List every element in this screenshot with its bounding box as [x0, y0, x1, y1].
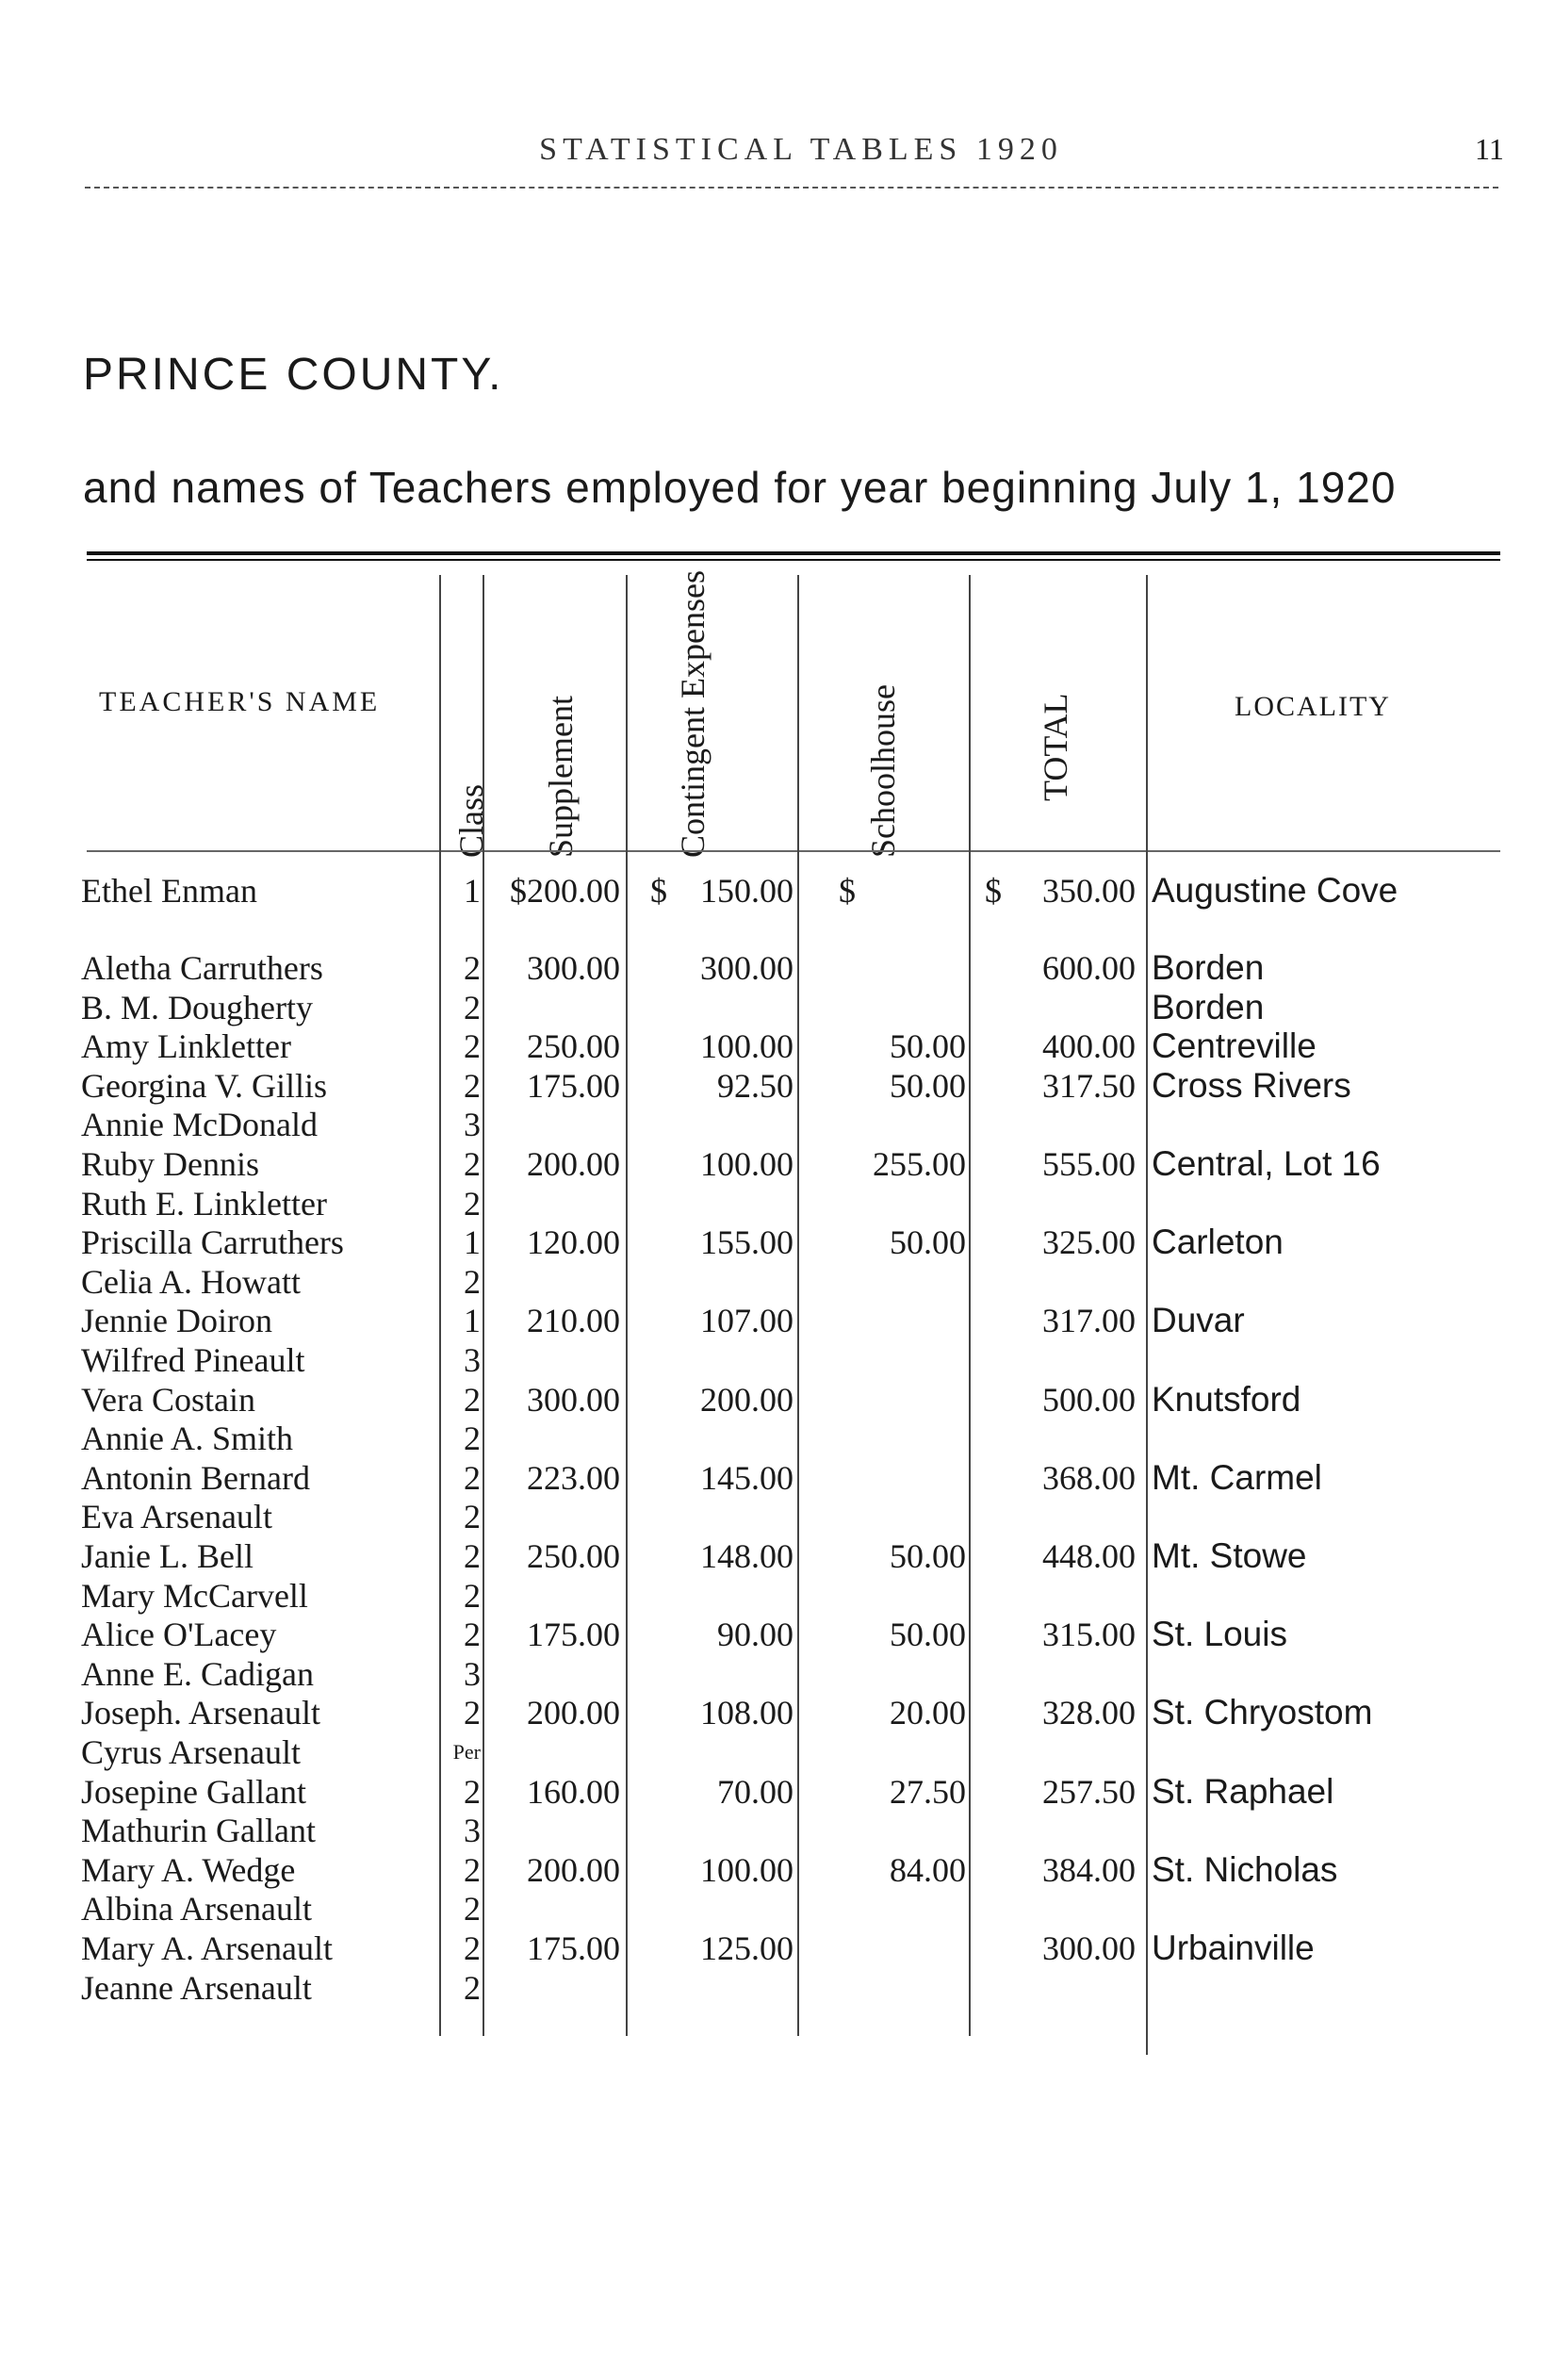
locality-value: St. Nicholas: [1152, 1849, 1338, 1889]
supplement-value: 250.00: [527, 1027, 620, 1066]
teacher-name: Ruby Dennis: [81, 1145, 259, 1183]
contingent-value: 107.00: [700, 1302, 793, 1340]
contingent-value: 145.00: [700, 1458, 793, 1497]
total-value: 257.50: [1042, 1772, 1136, 1811]
total-value: 555.00: [1042, 1145, 1136, 1183]
table-row: [0, 1419, 1554, 1458]
contingent-value: 100.00: [700, 1850, 793, 1889]
supplement-value: $200.00: [510, 872, 620, 910]
contingent-value: 300.00: [700, 949, 793, 987]
locality-value: Augustine Cove: [1152, 871, 1399, 910]
total-value: 315.00: [1042, 1616, 1136, 1654]
class-value: 1: [464, 1223, 481, 1262]
class-value: 2: [464, 1890, 481, 1929]
supplement-value: 300.00: [527, 949, 620, 987]
table-row: [0, 1732, 1554, 1772]
supplement-value: 200.00: [527, 1694, 620, 1732]
table-row: [0, 1458, 1554, 1498]
class-value: 2: [464, 1576, 481, 1615]
contingent-value: 100.00: [700, 1145, 793, 1183]
schoolhouse-value: 50.00: [890, 1537, 966, 1575]
table-subtitle: and names of Teachers employed for year beginning July 1, 1920: [83, 463, 1397, 512]
teacher-name: Annie A. Smith: [81, 1420, 294, 1458]
locality-value: Duvar: [1152, 1301, 1245, 1340]
class-value: 3: [464, 1106, 481, 1144]
column-header-teacher-name: TEACHER'S NAME: [99, 686, 381, 717]
schoolhouse-value: 20.00: [890, 1694, 966, 1732]
table-row: [0, 1105, 1554, 1144]
table-row: [0, 1301, 1554, 1340]
class-value: 2: [464, 1458, 481, 1497]
locality-value: St. Raphael: [1152, 1771, 1334, 1811]
class-value: 2: [464, 1066, 481, 1105]
teacher-name: Cyrus Arsenault: [81, 1733, 301, 1771]
column-header-total: TOTAL: [1037, 693, 1074, 801]
teacher-name: Ruth E. Linkletter: [81, 1184, 327, 1223]
table-row: [0, 1223, 1554, 1262]
total-dollar-sign: $: [985, 872, 1002, 910]
supplement-value: 175.00: [527, 1616, 620, 1654]
class-value: 2: [464, 1968, 481, 2007]
supplement-value: 210.00: [527, 1302, 620, 1340]
schoolhouse-value: 50.00: [890, 1616, 966, 1654]
locality-value: St. Louis: [1152, 1615, 1287, 1654]
contingent-dollar-sign: $: [650, 872, 667, 910]
class-value: 1: [464, 872, 481, 910]
contingent-value: 108.00: [700, 1694, 793, 1732]
class-value: 2: [464, 1027, 481, 1066]
teacher-name: Amy Linkletter: [81, 1027, 291, 1066]
locality-value: St. Chryostom: [1152, 1693, 1373, 1732]
page-number: 11: [1475, 132, 1504, 166]
table-row: [0, 1340, 1554, 1380]
class-value: 3: [464, 1654, 481, 1693]
locality-value: Mt. Carmel: [1152, 1457, 1322, 1497]
total-value: 384.00: [1042, 1850, 1136, 1889]
teacher-name: Alice O'Lacey: [81, 1616, 277, 1654]
total-value: 350.00: [1042, 872, 1136, 910]
supplement-value: 223.00: [527, 1458, 620, 1497]
locality-value: Central, Lot 16: [1152, 1144, 1381, 1183]
contingent-value: 125.00: [700, 1929, 793, 1967]
class-value: 3: [464, 1812, 481, 1850]
table-row: [0, 948, 1554, 988]
class-value: 2: [464, 1616, 481, 1654]
total-value: 325.00: [1042, 1223, 1136, 1262]
teacher-name: Priscilla Carruthers: [81, 1223, 344, 1262]
locality-value: Borden: [1152, 948, 1265, 987]
header-rule: [85, 187, 1498, 189]
table-top-rule-thin: [87, 559, 1500, 561]
teacher-name: Janie L. Bell: [81, 1537, 254, 1575]
column-header-contingent-expenses: [674, 570, 749, 858]
teacher-name: Georgina V. Gillis: [81, 1066, 328, 1105]
teacher-name: Annie McDonald: [81, 1106, 318, 1144]
teacher-name: Celia A. Howatt: [81, 1262, 301, 1301]
contingent-value: 200.00: [700, 1380, 793, 1419]
class-value: 2: [464, 1850, 481, 1889]
table-row: [0, 1144, 1554, 1184]
contingent-value: 100.00: [700, 1027, 793, 1066]
class-value: 2: [464, 1184, 481, 1223]
table-row: [0, 1889, 1554, 1929]
supplement-value: 250.00: [527, 1537, 620, 1575]
supplement-value: 120.00: [527, 1223, 620, 1262]
table-row: [0, 1654, 1554, 1694]
teacher-name: Jeanne Arsenault: [81, 1968, 312, 2007]
class-value: 2: [464, 1537, 481, 1575]
column-header-supplement: Supplement: [542, 696, 580, 858]
table-row: [0, 1497, 1554, 1536]
supplement-value: 175.00: [527, 1929, 620, 1967]
total-value: 328.00: [1042, 1694, 1136, 1732]
class-value: 2: [464, 1262, 481, 1301]
locality-value: Carleton: [1152, 1223, 1284, 1262]
teacher-name: Albina Arsenault: [81, 1890, 312, 1929]
class-value: 2: [464, 1498, 481, 1536]
locality-value: Urbainville: [1152, 1929, 1315, 1967]
total-value: 400.00: [1042, 1027, 1136, 1066]
teacher-name: Aletha Carruthers: [81, 949, 323, 987]
teacher-name: Mathurin Gallant: [81, 1812, 316, 1850]
header-bottom-rule: [87, 850, 1500, 852]
schoolhouse-value: 50.00: [890, 1223, 966, 1262]
schoolhouse-value: 27.50: [890, 1772, 966, 1811]
column-header-contingent-text: Contingent Expenses: [674, 570, 712, 858]
class-value: 2: [464, 988, 481, 1026]
table-row: [0, 1772, 1554, 1812]
column-header-class: Class: [452, 783, 490, 858]
class-value: Per: [452, 1740, 481, 1764]
total-value: 500.00: [1042, 1380, 1136, 1419]
total-value: 317.00: [1042, 1302, 1136, 1340]
total-value: 300.00: [1042, 1929, 1136, 1967]
total-value: 448.00: [1042, 1537, 1136, 1575]
contingent-value: 155.00: [700, 1223, 793, 1262]
running-head: STATISTICAL TABLES 1920: [539, 132, 1063, 167]
class-value: 2: [464, 1420, 481, 1458]
table-row: [0, 1968, 1554, 2008]
schoolhouse-value: $: [839, 872, 856, 910]
class-value: 2: [464, 1145, 481, 1183]
class-value: 2: [464, 1694, 481, 1732]
locality-value: Centreville: [1152, 1026, 1317, 1066]
supplement-value: 300.00: [527, 1380, 620, 1419]
supplement-value: 175.00: [527, 1066, 620, 1105]
schoolhouse-value: 50.00: [890, 1027, 966, 1066]
table-top-rule: [87, 551, 1500, 555]
teacher-name: Ethel Enman: [81, 872, 257, 910]
column-header-locality: LOCALITY: [1235, 691, 1391, 722]
total-value: 600.00: [1042, 949, 1136, 987]
schoolhouse-value: 84.00: [890, 1850, 966, 1889]
table-row: [0, 1380, 1554, 1420]
class-value: 2: [464, 949, 481, 987]
contingent-value: 148.00: [700, 1537, 793, 1575]
teacher-name: Mary A. Wedge: [81, 1850, 296, 1889]
table-row: [0, 871, 1554, 911]
contingent-value: 90.00: [717, 1616, 793, 1654]
teacher-name: Mary A. Arsenault: [81, 1929, 333, 1967]
table-row: [0, 988, 1554, 1027]
table-row: [0, 1576, 1554, 1616]
schoolhouse-value: 255.00: [873, 1145, 966, 1183]
class-value: 2: [464, 1929, 481, 1967]
table-row: [0, 1811, 1554, 1850]
table-row: [0, 1536, 1554, 1576]
table-row: [0, 1184, 1554, 1223]
locality-value: Borden: [1152, 987, 1265, 1026]
table-row: [0, 1615, 1554, 1654]
teacher-name: Jennie Doiron: [81, 1302, 272, 1340]
table-row: [0, 1026, 1554, 1066]
contingent-value: 92.50: [717, 1066, 793, 1105]
table-row: [0, 1693, 1554, 1732]
total-value: 368.00: [1042, 1458, 1136, 1497]
class-value: 1: [464, 1302, 481, 1340]
teacher-name: Mary McCarvell: [81, 1576, 308, 1615]
table-row: [0, 1262, 1554, 1302]
class-value: 3: [464, 1341, 481, 1379]
class-value: 2: [464, 1380, 481, 1419]
teacher-name: Antonin Bernard: [81, 1458, 310, 1497]
contingent-value: 150.00: [700, 872, 793, 910]
teacher-name: Josepine Gallant: [81, 1772, 306, 1811]
table-row: [0, 1066, 1554, 1106]
locality-value: Mt. Stowe: [1152, 1536, 1307, 1575]
teacher-name: Vera Costain: [81, 1380, 255, 1419]
teacher-name: Eva Arsenault: [81, 1498, 272, 1536]
class-value: 2: [464, 1772, 481, 1811]
column-header-schoolhouse: Schoolhouse: [864, 684, 902, 858]
locality-value: Cross Rivers: [1152, 1065, 1351, 1105]
total-value: 317.50: [1042, 1066, 1136, 1105]
table-row: [0, 1850, 1554, 1890]
supplement-value: 200.00: [527, 1850, 620, 1889]
teacher-name: Joseph. Arsenault: [81, 1694, 320, 1732]
supplement-value: 200.00: [527, 1145, 620, 1183]
contingent-value: 70.00: [717, 1772, 793, 1811]
teacher-name: B. M. Dougherty: [81, 988, 313, 1026]
table-row: [0, 1929, 1554, 1968]
locality-value: Knutsford: [1152, 1379, 1301, 1419]
teacher-name: Anne E. Cadigan: [81, 1654, 314, 1693]
county-title: PRINCE COUNTY.: [83, 350, 504, 400]
schoolhouse-value: 50.00: [890, 1066, 966, 1105]
supplement-value: 160.00: [527, 1772, 620, 1811]
teacher-name: Wilfred Pineault: [81, 1341, 305, 1379]
